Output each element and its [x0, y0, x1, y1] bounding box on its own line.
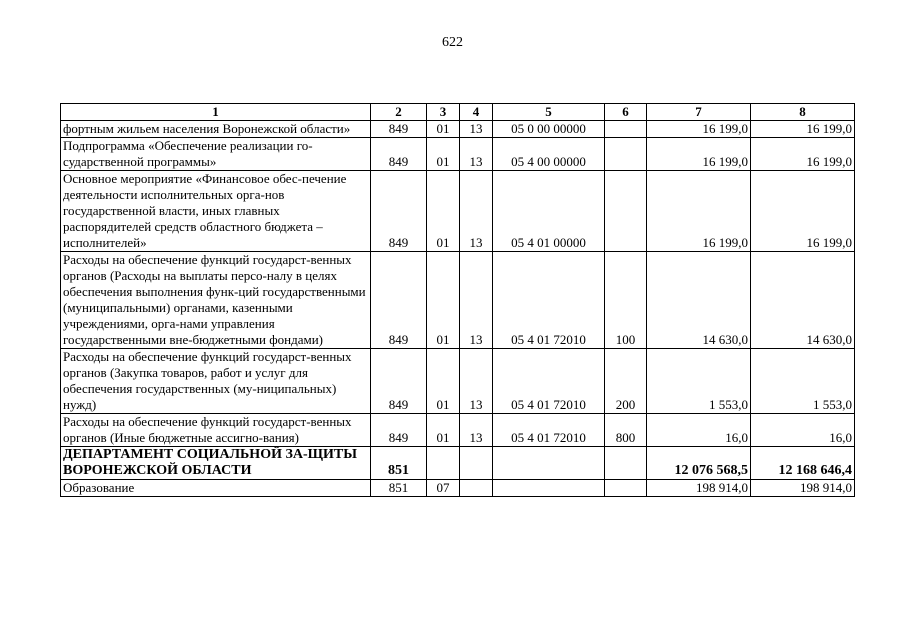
column-header: 4: [460, 104, 493, 121]
table-row: [61, 349, 855, 414]
table-row: [61, 414, 855, 447]
amount-col8: 14 630,0: [751, 252, 855, 349]
target-article: [493, 447, 605, 480]
ved-code: 849: [371, 138, 427, 171]
subsection-code: 13: [460, 121, 493, 138]
section-code: 07: [427, 480, 460, 497]
expense-type: 100: [605, 252, 647, 349]
section-code: 01: [427, 138, 460, 171]
table-row: [61, 171, 855, 252]
table-row: [61, 121, 855, 138]
section-code: 01: [427, 414, 460, 447]
expense-type: [605, 480, 647, 497]
column-header: 5: [493, 104, 605, 121]
row-name: Расходы на обеспечение функций государст-венных органов (Иные бюджетные ассигно-вания): [61, 414, 371, 447]
amount-col7: 14 630,0: [647, 252, 751, 349]
subsection-code: [460, 447, 493, 480]
amount-col7: 16,0: [647, 414, 751, 447]
subsection-code: 13: [460, 171, 493, 252]
row-name: ДЕПАРТАМЕНТ СОЦИАЛЬНОЙ ЗА-ЩИТЫ ВОРОНЕЖСКОЙ ОБЛАСТИ: [61, 447, 371, 480]
column-header: 7: [647, 104, 751, 121]
ved-code: 851: [371, 447, 427, 480]
amount-col8: 16,0: [751, 414, 855, 447]
subsection-code: 13: [460, 138, 493, 171]
ved-code: 849: [371, 349, 427, 414]
expense-type: [605, 171, 647, 252]
expense-type: 200: [605, 349, 647, 414]
section-code: 01: [427, 349, 460, 414]
amount-col7: 12 076 568,5: [647, 447, 751, 480]
column-header: 8: [751, 104, 855, 121]
column-header: 2: [371, 104, 427, 121]
amount-col8: 16 199,0: [751, 171, 855, 252]
row-name: Образование: [61, 480, 371, 497]
table-row: [61, 480, 855, 497]
target-article: 05 4 01 72010: [493, 414, 605, 447]
ved-code: 849: [371, 121, 427, 138]
amount-col7: 16 199,0: [647, 171, 751, 252]
target-article: 05 4 01 72010: [493, 349, 605, 414]
subsection-code: 13: [460, 349, 493, 414]
table-row: [61, 252, 855, 349]
section-code: 01: [427, 252, 460, 349]
amount-col7: 16 199,0: [647, 121, 751, 138]
row-name: Расходы на обеспечение функций государст-венных органов (Закупка товаров, работ и услуг для обеспечения государственных (му-ниципальных) нужд): [61, 349, 371, 414]
ved-code: 849: [371, 252, 427, 349]
expense-type: [605, 121, 647, 138]
row-name: Расходы на обеспечение функций государст-венных органов (Расходы на выплаты персо-налу в целях обеспечения выполнения функ-ций государственными (муниципальными) органами, казенными учреждениями, орга-нами управления государственными вне-бюджетными фондами): [61, 252, 371, 349]
amount-col8: 12 168 646,4: [751, 447, 855, 480]
column-header: 3: [427, 104, 460, 121]
expense-type: [605, 447, 647, 480]
section-code: [427, 447, 460, 480]
amount-col7: 1 553,0: [647, 349, 751, 414]
section-code: 01: [427, 171, 460, 252]
budget-table: [60, 103, 855, 497]
target-article: 05 4 01 00000: [493, 171, 605, 252]
expense-type: [605, 138, 647, 171]
table-row-department: [61, 447, 855, 480]
target-article: 05 4 00 00000: [493, 138, 605, 171]
amount-col7: 16 199,0: [647, 138, 751, 171]
ved-code: 851: [371, 480, 427, 497]
ved-code: 849: [371, 414, 427, 447]
amount-col7: 198 914,0: [647, 480, 751, 497]
target-article: [493, 480, 605, 497]
target-article: 05 0 00 00000: [493, 121, 605, 138]
table-header-row: [61, 104, 855, 121]
expense-type: 800: [605, 414, 647, 447]
column-header: 6: [605, 104, 647, 121]
row-name: Подпрограмма «Обеспечение реализации го-сударственной программы»: [61, 138, 371, 171]
section-code: 01: [427, 121, 460, 138]
table-row: [61, 138, 855, 171]
ved-code: 849: [371, 171, 427, 252]
amount-col8: 1 553,0: [751, 349, 855, 414]
amount-col8: 16 199,0: [751, 138, 855, 171]
amount-col8: 198 914,0: [751, 480, 855, 497]
target-article: 05 4 01 72010: [493, 252, 605, 349]
subsection-code: 13: [460, 252, 493, 349]
row-name: Основное мероприятие «Финансовое обес-печение деятельности исполнительных орга-нов государственной власти, иных главных распорядителей средств областного бюджета – исполнителей»: [61, 171, 371, 252]
row-name: фортным жильем населения Воронежской области»: [61, 121, 371, 138]
subsection-code: 13: [460, 414, 493, 447]
amount-col8: 16 199,0: [751, 121, 855, 138]
page-number: 622: [442, 35, 463, 50]
column-header: 1: [61, 104, 371, 121]
subsection-code: [460, 480, 493, 497]
